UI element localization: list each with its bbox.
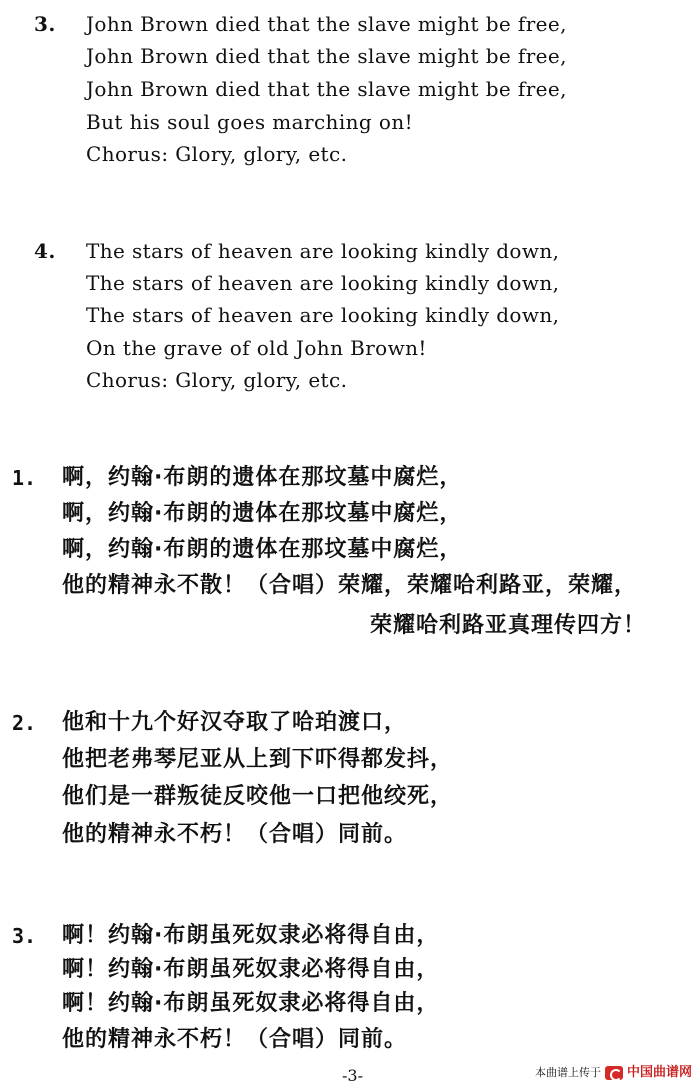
lyric-line: But his soul goes marching on! <box>86 110 414 134</box>
lyric-line: 他和十九个好汉夺取了哈珀渡口， <box>62 710 408 735</box>
verse-number: 2. <box>12 711 37 735</box>
chorus-line: Chorus: Glory, glory, etc. <box>86 368 348 392</box>
lyric-line: John Brown died that the slave might be free, <box>86 44 567 68</box>
chorus-line: Chorus: Glory, glory, etc. <box>86 142 348 166</box>
site-logo-icon <box>605 1066 623 1080</box>
verse-number: 4. <box>34 239 56 263</box>
lyric-line: 他的精神永不朽！（合唱）同前。 <box>62 822 408 847</box>
page-number: -3- <box>342 1066 363 1085</box>
lyric-line: The stars of heaven are looking kindly down, <box>86 303 560 327</box>
lyric-line: 他把老弗琴尼亚从上到下吓得都发抖， <box>62 747 454 772</box>
verse-number: 3. <box>12 924 37 948</box>
watermark-text: 本曲谱上传于 <box>534 1066 601 1079</box>
lyric-line: 啊！约翰·布朗虽死奴隶必将得自由， <box>62 957 440 982</box>
lyric-line: On the grave of old John Brown! <box>86 336 427 360</box>
lyric-line: 他的精神永不朽！（合唱）同前。 <box>62 1027 408 1052</box>
lyric-line: 啊，约翰·布朗的遗体在那坟墓中腐烂， <box>62 501 463 526</box>
lyric-line: 他们是一群叛徒反咬他一口把他绞死， <box>62 784 454 809</box>
lyric-line: 啊，约翰·布朗的遗体在那坟墓中腐烂， <box>62 465 463 490</box>
lyric-line: 他的精神永不散！（合唱）荣耀，荣耀哈利路亚，荣耀， <box>62 573 638 598</box>
verse-number: 3. <box>34 12 56 36</box>
watermark-site: 中国曲谱网 <box>626 1065 692 1080</box>
lyric-line: 啊！约翰·布朗虽死奴隶必将得自由， <box>62 991 440 1016</box>
lyric-line: The stars of heaven are looking kindly down, <box>86 239 560 263</box>
lyric-line: John Brown died that the slave might be free, <box>86 12 567 36</box>
lyric-line: 啊，约翰·布朗的遗体在那坟墓中腐烂， <box>62 537 463 562</box>
lyric-line: 荣耀哈利路亚真理传四方！ <box>370 613 647 638</box>
lyric-line: John Brown died that the slave might be free, <box>86 77 567 101</box>
verse-number: 1. <box>12 466 37 490</box>
lyric-line: 啊！约翰·布朗虽死奴隶必将得自由， <box>62 923 440 948</box>
lyric-line: The stars of heaven are looking kindly down, <box>86 271 560 295</box>
watermark <box>535 1064 692 1082</box>
